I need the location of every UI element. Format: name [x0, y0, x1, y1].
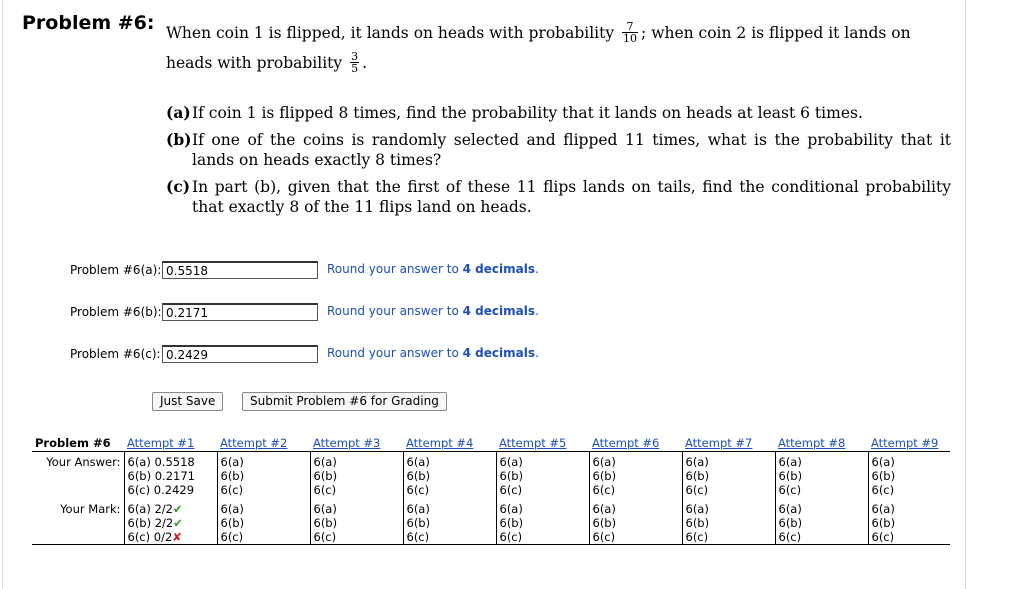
fraction-denominator: 5 [351, 61, 359, 75]
part-line: 6(a) [313, 455, 337, 469]
hint-bold: 4 decimals [462, 262, 535, 276]
hint-suffix: . [534, 262, 539, 276]
attempt-header[interactable] [496, 433, 589, 452]
left-border [2, 0, 3, 589]
part-line: 6(c) [685, 483, 709, 497]
attempt-answers [496, 452, 589, 503]
part-line: 6(c) [220, 530, 244, 544]
answer-input-a[interactable] [162, 261, 318, 279]
mark-text: 6(b) 2/2 [127, 516, 174, 530]
attempt-link[interactable]: Attempt #2 [220, 436, 288, 450]
fraction-numerator: 3 [351, 49, 359, 63]
attempt-header[interactable] [310, 433, 403, 452]
part-line: 6(b) [220, 516, 245, 530]
attempt-link[interactable]: Attempt #8 [778, 436, 846, 450]
part-line: 6(a) [220, 455, 244, 469]
part-line: 6(c) [685, 530, 709, 544]
part-line: 6(a) [313, 502, 337, 516]
attempt-link[interactable]: Attempt #9 [871, 436, 939, 450]
mark-line [128, 530, 214, 544]
hint-text: Round your answer to [327, 262, 459, 276]
attempt-marks [775, 502, 868, 545]
part-line: 6(b) [499, 469, 524, 483]
attempt-marks [868, 502, 950, 545]
part-line: 6(a) [871, 502, 895, 516]
cross-icon: ✘ [172, 530, 182, 544]
rounding-hint [327, 262, 539, 276]
part-line: 6(b) [592, 516, 617, 530]
hint-suffix: . [534, 304, 539, 318]
part-line: 6(b) [406, 516, 431, 530]
rounding-hint [327, 346, 539, 360]
part-line: 6(a) [406, 455, 430, 469]
part-line: 6(c) [871, 530, 895, 544]
attempt-answers [868, 452, 950, 503]
part-label: (a) [166, 103, 191, 122]
problem-parts [166, 103, 951, 224]
attempt-marks [682, 502, 775, 545]
part-line: 6(b) [313, 469, 338, 483]
part-line: 6(c) [499, 530, 523, 544]
part-a [166, 103, 951, 123]
part-line: 6(b) [871, 516, 896, 530]
part-line: 6(a) [685, 455, 709, 469]
attempt-link[interactable]: Attempt #4 [406, 436, 474, 450]
problem-heading: Problem #6: [22, 12, 155, 34]
table-corner: Problem #6 [32, 433, 124, 452]
attempt-answers [775, 452, 868, 503]
part-line: 6(c) [313, 530, 337, 544]
answer-input-c[interactable] [162, 345, 318, 363]
part-line: 6(c) [778, 530, 802, 544]
fraction-numerator: 7 [622, 21, 638, 33]
attempt-link[interactable]: Attempt #3 [313, 436, 381, 450]
attempt-1-answers [124, 452, 217, 503]
part-line: 6(b) [778, 469, 803, 483]
check-icon: ✔ [173, 516, 183, 530]
part-line: 6(a) [406, 502, 430, 516]
statement-part-1: When coin 1 is flipped, it lands on heads with probability [166, 24, 615, 42]
part-line: 6(b) [871, 469, 896, 483]
part-line: 6(c) [220, 483, 244, 497]
part-line: 6(b) [685, 516, 710, 530]
answer-row-a [70, 259, 539, 281]
part-text: If coin 1 is flipped 8 times, find the probability that it lands on heads at least 6 times. [192, 104, 863, 122]
part-line: 6(b) [406, 469, 431, 483]
answer-input-b[interactable] [162, 303, 318, 321]
just-save-button[interactable]: Just Save [152, 392, 223, 411]
hint-suffix: . [534, 346, 539, 360]
statement-part-2: ; when coin 2 is flipped it lands on heads with probability [166, 24, 911, 72]
attempt-header[interactable] [775, 433, 868, 452]
mark-line [128, 516, 214, 530]
part-line: 6(c) [778, 483, 802, 497]
your-mark-row [32, 502, 950, 545]
attempt-answers [310, 452, 403, 503]
part-label: (c) [166, 177, 191, 196]
fraction-3-5 [350, 51, 359, 74]
answer-line: 6(a) 0.5518 [127, 455, 195, 469]
part-line: 6(c) [592, 530, 616, 544]
check-icon: ✔ [173, 502, 183, 516]
part-line: 6(c) [499, 483, 523, 497]
part-line: 6(b) [499, 516, 524, 530]
submit-problem-button[interactable]: Submit Problem #6 for Grading [242, 392, 447, 411]
fraction-7-10 [622, 21, 638, 44]
part-line: 6(a) [778, 502, 802, 516]
hint-bold: 4 decimals [462, 304, 535, 318]
fraction-denominator: 10 [623, 31, 638, 45]
mark-line [128, 502, 214, 516]
attempt-marks [589, 502, 682, 545]
hint-bold: 4 decimals [462, 346, 535, 360]
attempt-1-marks [124, 502, 217, 545]
answer-row-c [70, 343, 539, 365]
mark-text: 6(a) 2/2 [127, 502, 174, 516]
part-line: 6(c) [592, 483, 616, 497]
answer-row-b [70, 301, 539, 323]
part-line: 6(b) [592, 469, 617, 483]
attempt-header[interactable] [124, 433, 217, 452]
hint-text: Round your answer to [327, 346, 459, 360]
attempt-answers [403, 452, 496, 503]
your-mark-label: Your Mark: [32, 502, 124, 545]
attempt-marks [496, 502, 589, 545]
part-line: 6(c) [406, 530, 430, 544]
part-line: 6(a) [685, 502, 709, 516]
answer-line: 6(b) 0.2171 [127, 469, 195, 483]
attempt-header[interactable] [403, 433, 496, 452]
part-line: 6(b) [313, 516, 338, 530]
attempts-table [32, 433, 950, 545]
part-b [166, 130, 951, 170]
hint-text: Round your answer to [327, 304, 459, 318]
answer-line: 6(c) 0.2429 [127, 483, 195, 497]
answer-label: Problem #6(b): [70, 305, 162, 319]
answer-label: Problem #6(c): [70, 347, 161, 361]
part-line: 6(b) [778, 516, 803, 530]
attempt-link[interactable]: Attempt #5 [499, 436, 567, 450]
attempts-header-row [32, 433, 950, 452]
attempt-marks [403, 502, 496, 545]
attempt-answers [682, 452, 775, 503]
attempt-answers [589, 452, 682, 503]
part-line: 6(a) [592, 455, 616, 469]
attempt-link[interactable]: Attempt #6 [592, 436, 660, 450]
part-line: 6(a) [499, 502, 523, 516]
right-border [965, 0, 966, 589]
your-answer-row [32, 452, 950, 503]
part-line: 6(a) [778, 455, 802, 469]
attempt-link[interactable]: Attempt #7 [685, 436, 753, 450]
part-line: 6(a) [871, 455, 895, 469]
attempt-header[interactable] [682, 433, 775, 452]
answer-label: Problem #6(a): [70, 263, 162, 277]
problem-statement [166, 18, 950, 78]
statement-part-3: . [362, 54, 368, 72]
part-line: 6(b) [220, 469, 245, 483]
part-line: 6(a) [220, 502, 244, 516]
part-text: In part (b), given that the first of these 11 flips lands on tails, find the conditional probability that exactly 8 of the 11 flips land on heads. [192, 178, 951, 216]
attempt-header[interactable] [868, 433, 950, 452]
attempt-marks [217, 502, 310, 545]
part-line: 6(b) [685, 469, 710, 483]
attempt-header[interactable] [589, 433, 682, 452]
attempt-answers [217, 452, 310, 503]
rounding-hint [327, 304, 539, 318]
part-label: (b) [166, 130, 192, 149]
mark-text: 6(c) 0/2 [127, 530, 173, 544]
part-c [166, 177, 951, 217]
attempt-marks [310, 502, 403, 545]
your-answer-label: Your Answer: [46, 455, 121, 469]
part-line: 6(c) [406, 483, 430, 497]
attempt-link[interactable]: Attempt #1 [127, 436, 195, 450]
attempt-header[interactable] [217, 433, 310, 452]
part-line: 6(c) [871, 483, 895, 497]
part-line: 6(c) [313, 483, 337, 497]
part-line: 6(a) [592, 502, 616, 516]
part-text: If one of the coins is randomly selected and flipped 11 times, what is the probability that it lands on heads exactly 8 times? [192, 131, 951, 169]
part-line: 6(a) [499, 455, 523, 469]
